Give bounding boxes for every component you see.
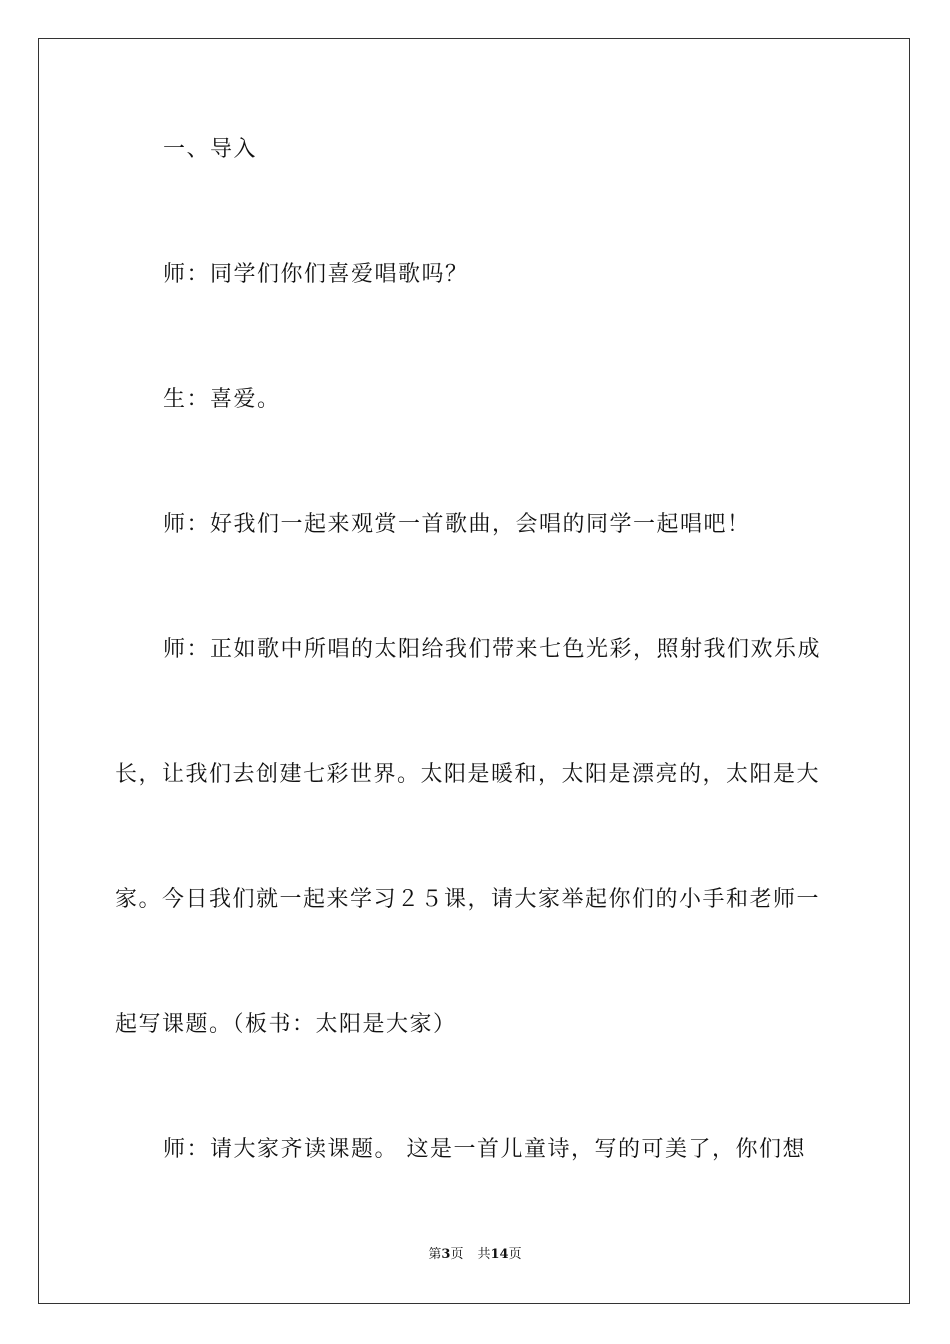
page-footer: [39, 1246, 911, 1264]
page-label-suffix: 页: [450, 1247, 464, 1262]
paragraph-line: 家。今日我们就一起来学习２５课，请大家举起你们的小手和老师一: [115, 887, 821, 912]
paragraph-line: 师：请大家齐读课题。 这是一首儿童诗，写的可美了，你们想: [163, 1137, 806, 1162]
paragraph-line: 师：同学们你们喜爱唱歌吗？: [163, 262, 469, 287]
page-label-prefix: 第: [428, 1247, 442, 1262]
paragraph-line: 长，让我们去创建七彩世界。太阳是暖和，太阳是漂亮的，太阳是大: [115, 762, 821, 787]
total-pages: 14: [490, 1247, 509, 1262]
section-heading: 一、导入: [163, 137, 258, 162]
total-label-prefix: 共: [477, 1247, 491, 1262]
total-label-suffix: 页: [508, 1247, 522, 1262]
paragraph-line: 师：正如歌中所唱的太阳给我们带来七色光彩，照射我们欢乐成: [163, 637, 822, 662]
paragraph-line: 师：好我们一起来观赏一首歌曲，会唱的同学一起唱吧！: [163, 512, 751, 537]
page-frame: [38, 38, 910, 1304]
paragraph-line: 起写课题。（板书：太阳是大家）: [115, 1012, 457, 1037]
page-number: 3: [441, 1247, 451, 1262]
paragraph-line: 生：喜爱。: [163, 387, 281, 412]
